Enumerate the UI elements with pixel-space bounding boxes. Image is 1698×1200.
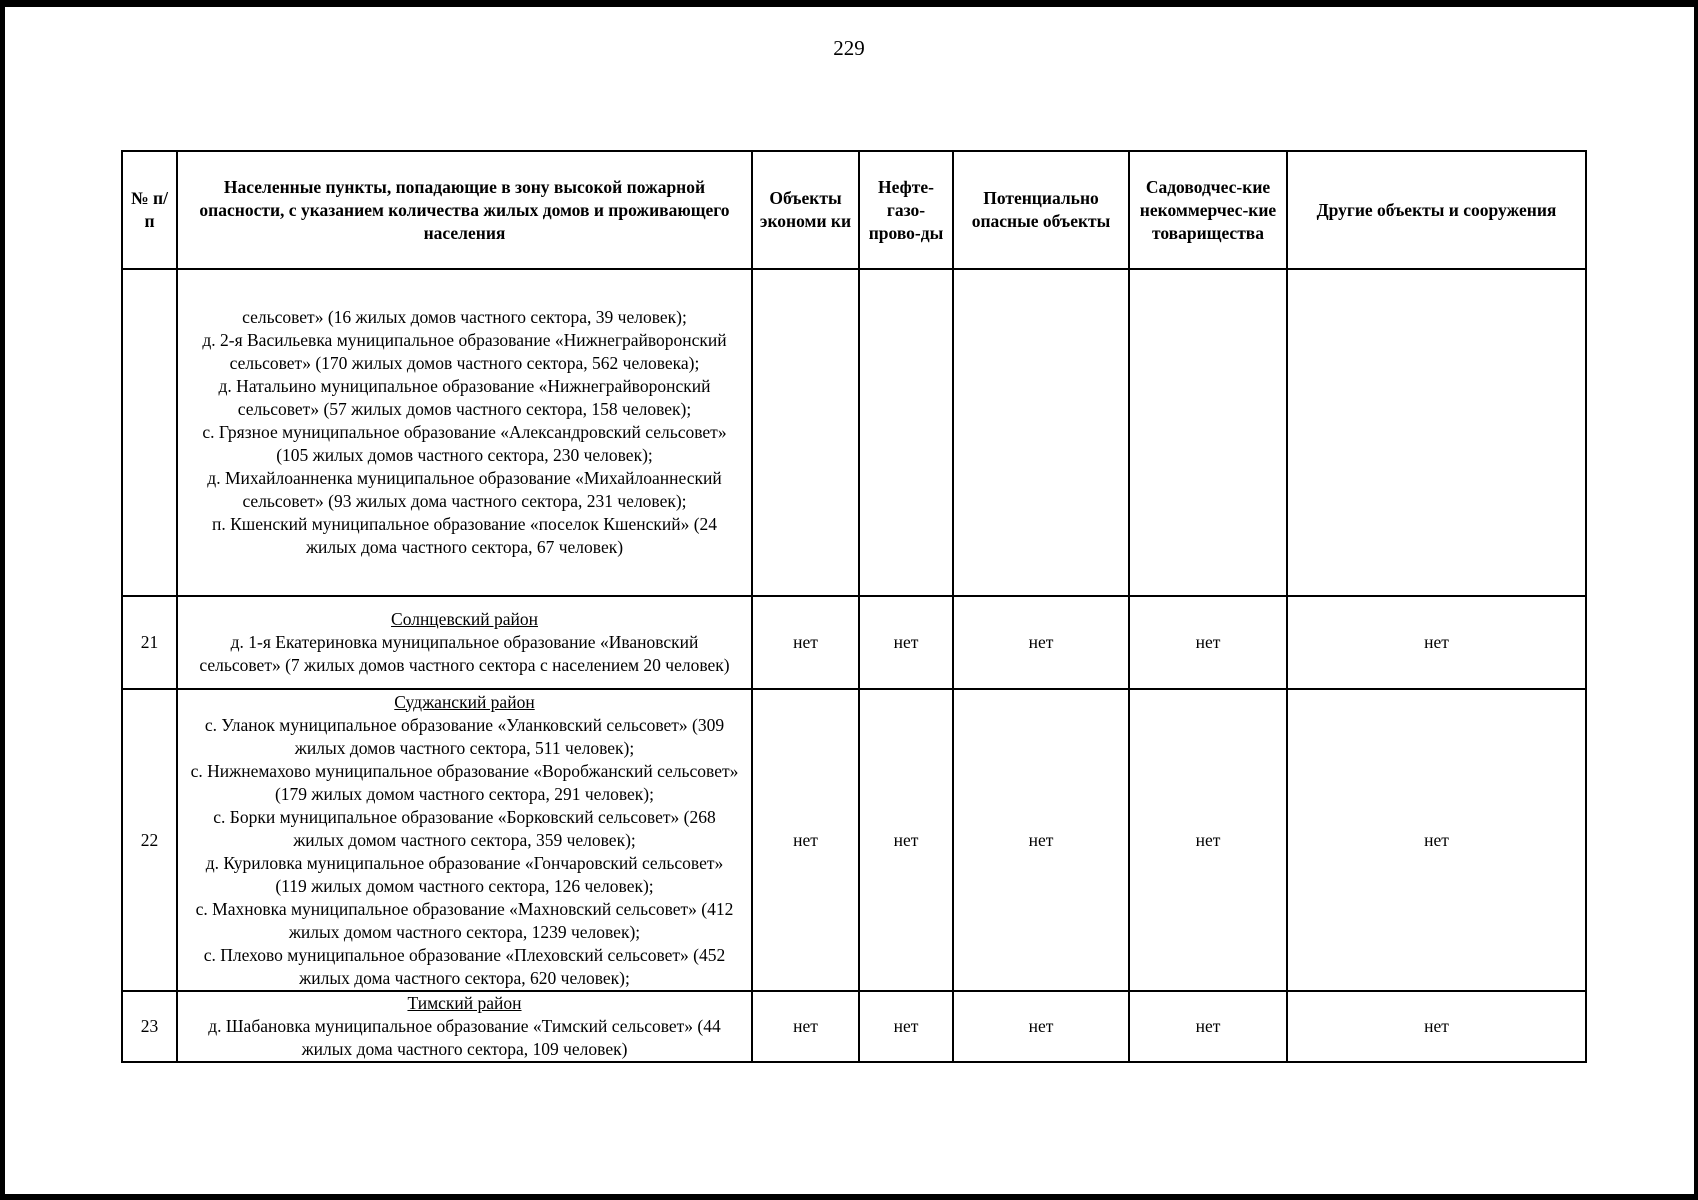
table-row [122, 689, 1586, 991]
pipelines-cell: нет [859, 596, 953, 689]
hazardous-cell: нет [953, 596, 1129, 689]
gardening-cell: нет [1129, 991, 1287, 1062]
settlement-line: с. Нижнемахово муниципальное образование «Воробжанский сельсовет» (179 жилых домом частного сектора, 291 человек); [190, 760, 739, 804]
row-num: 22 [122, 689, 177, 991]
table-row [122, 269, 1586, 596]
other-cell: нет [1287, 596, 1586, 689]
header-other: Другие объекты и сооружения [1287, 151, 1586, 269]
hazardous-cell: нет [953, 991, 1129, 1062]
settlement-line: с. Борки муниципальное образование «Борковский сельсовет» (268 жилых домом частного сектора, 359 человек); [213, 806, 716, 850]
district-name: Суджанский район [394, 691, 535, 712]
table-row [122, 991, 1586, 1062]
economy-cell [752, 269, 859, 596]
other-cell: нет [1287, 991, 1586, 1062]
settlement-line: с. Грязное муниципальное образование «Александровский сельсовет» (105 жилых домов частного сектора, 230 человек); [202, 422, 727, 465]
hazardous-cell [953, 269, 1129, 596]
hazardous-cell: нет [953, 689, 1129, 991]
header-gardening: Садоводчес-кие некоммерчес-кие товарищества [1129, 151, 1287, 269]
settlement-line: сельсовет» (16 жилых домов частного сектора, 39 человек); [242, 307, 687, 327]
settlement-line: д. 1-я Екатериновка муниципальное образование «Ивановский сельсовет» (7 жилых домов частного сектора с населением 20 человек) [199, 632, 730, 675]
table-row [122, 596, 1586, 689]
gardening-cell: нет [1129, 596, 1287, 689]
gardening-cell [1129, 269, 1287, 596]
scan-border-bottom [0, 1194, 1698, 1200]
settlement-line: с. Плехово муниципальное образование «Плеховский сельсовет» (452 жилых дома частного сектора, 620 человек); [203, 944, 726, 988]
settlements-cell [177, 689, 752, 991]
settlements-cell [177, 269, 752, 596]
settlements-cell [177, 596, 752, 689]
other-cell [1287, 269, 1586, 596]
settlement-line: д. Натальино муниципальное образование «Нижнеграйворонский сельсовет» (57 жилых домов частного сектора, 158 человек); [218, 376, 711, 419]
settlement-line: д. Михайлоанненка муниципальное образование «Михайлоаннеский сельсовет» (93 жилых дома частного сектора, 231 человек); [207, 468, 722, 511]
fire-risk-table [121, 150, 1587, 1063]
settlements-cell [177, 991, 752, 1062]
header-hazardous: Потенциально опасные объекты [953, 151, 1129, 269]
header-economy: Объекты экономи ки [752, 151, 859, 269]
header-settlements: Населенные пункты, попадающие в зону высокой пожарной опасности, с указанием количества жилых домов и проживающего населения [177, 151, 752, 269]
economy-cell: нет [752, 991, 859, 1062]
pipelines-cell: нет [859, 689, 953, 991]
scan-border-right [1694, 0, 1698, 1200]
district-name: Тимский район [407, 993, 522, 1013]
pipelines-cell: нет [859, 991, 953, 1062]
pipelines-cell [859, 269, 953, 596]
settlement-line: с. Уланок муниципальное образование «Уланковский сельсовет» (309 жилых домов частного сектора, 511 человек); [204, 714, 725, 758]
gardening-cell: нет [1129, 689, 1287, 991]
settlement-line: с. Махновка муниципальное образование «Махновский сельсовет» (412 жилых домом частного сектора, 1239 человек); [195, 898, 734, 942]
row-num: 21 [122, 596, 177, 689]
district-name: Солнцевский район [391, 609, 538, 629]
settlement-line: п. Кшенский муниципальное образование «поселок Кшенский» (24 жилых дома частного сектора, 67 человек) [211, 514, 718, 557]
settlement-line: д. Куриловка муниципальное образование «Гончаровский сельсовет» (119 жилых домом частного сектора, 126 человек); [205, 852, 724, 896]
settlement-line: д. 2-я Васильевка муниципальное образование «Нижнеграйворонский сельсовет» (170 жилых домов частного сектора, 562 человека); [202, 330, 727, 373]
scan-border-top [0, 0, 1698, 7]
economy-cell: нет [752, 689, 859, 991]
row-num [122, 269, 177, 596]
row-num: 23 [122, 991, 177, 1062]
table-header-row [122, 151, 1586, 269]
economy-cell: нет [752, 596, 859, 689]
page-number: 229 [833, 36, 865, 60]
other-cell: нет [1287, 689, 1586, 991]
header-num: № п/п [122, 151, 177, 269]
header-pipelines: Нефте-газо-прово-ды [859, 151, 953, 269]
scan-border-left [0, 0, 5, 1200]
settlement-line: д. Шабановка муниципальное образование «Тимский сельсовет» (44 жилых дома частного сектора, 109 человек) [208, 1016, 721, 1059]
